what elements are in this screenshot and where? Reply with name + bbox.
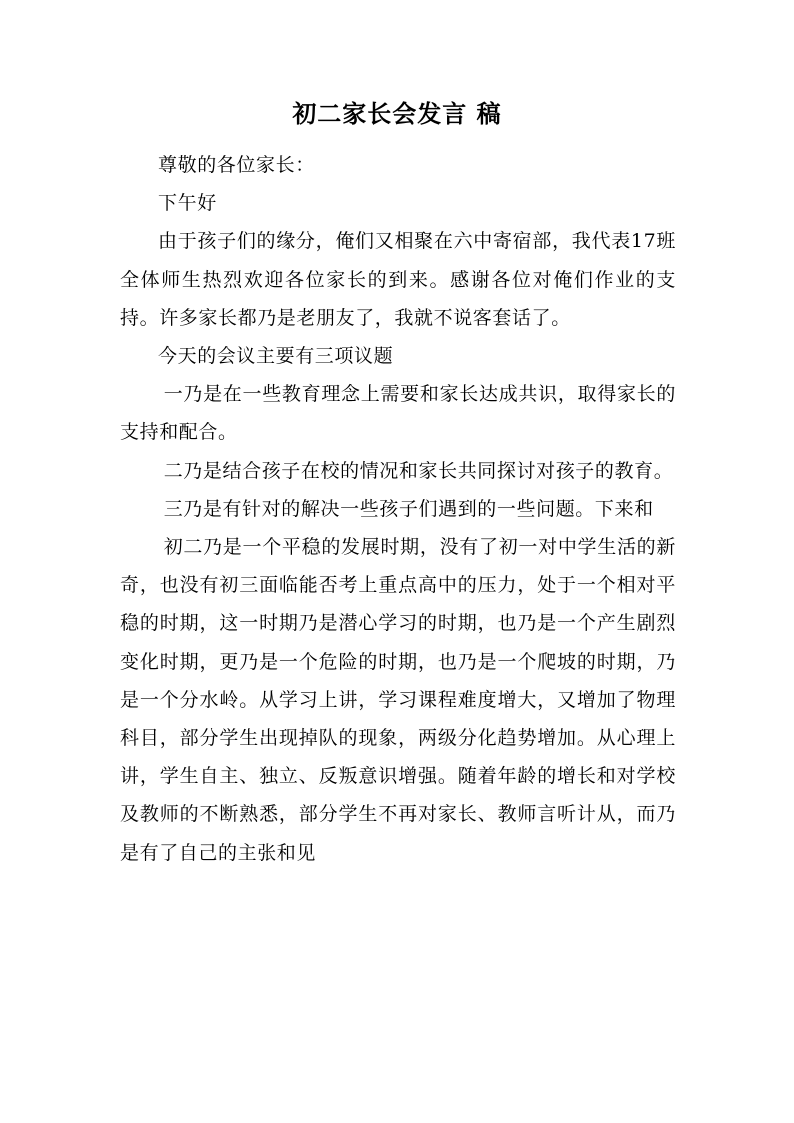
agenda-item-2-paragraph: 二乃是结合孩子在校的情况和家长共同探讨对孩子的教育。 [163,459,674,482]
agenda-item-1-paragraph: 一乃是在一些教育理念上需要和家长达成共识，取得家长的支持和配合。 [120,383,676,444]
grade-two-paragraph: 初二乃是一个平稳的发展时期，没有了初一对中学生活的新奇，也没有初三面临能否考上重点高中的压力，处于一个相对平稳的时期，这一时期乃是潜心学习的时期，也乃是一个产生剧烈变化时期，更乃是一个危险的时期，也乃是一个爬坡的时期，乃是一个分水岭。从学习上讲，学习课程难度增大，又增加了物理科目，部分学生出现掉队的现象，两级分化趋势增加。从心理上讲，学生自主、独立、反叛意识增强。随着年龄的增长和对学校及教师的不断熟悉，部分学生不再对家长、教师言听计从，而乃是有了自己的主张和见 [120,536,676,864]
document-title: 初二家长会发言 稿 [292,100,502,128]
greeting-paragraph: 尊敬的各位家长： [158,154,315,176]
welcome-paragraph: 由于孩子们的缘分，俺们又相聚在六中寄宿部，我代表17班全体师生热烈欢迎各位家长的到来。感谢各位对俺们作业的支持。许多家长都乃是老朋友了，我就不说客套话了。 [120,230,676,329]
agenda-intro-paragraph: 今天的会议主要有三项议题 [158,345,394,368]
document-body [120,146,676,872]
salutation-paragraph: 下午好 [158,192,217,215]
agenda-item-3-paragraph: 三乃是有针对的解决一些孩子们遇到的一些问题。下来和 [163,497,654,520]
